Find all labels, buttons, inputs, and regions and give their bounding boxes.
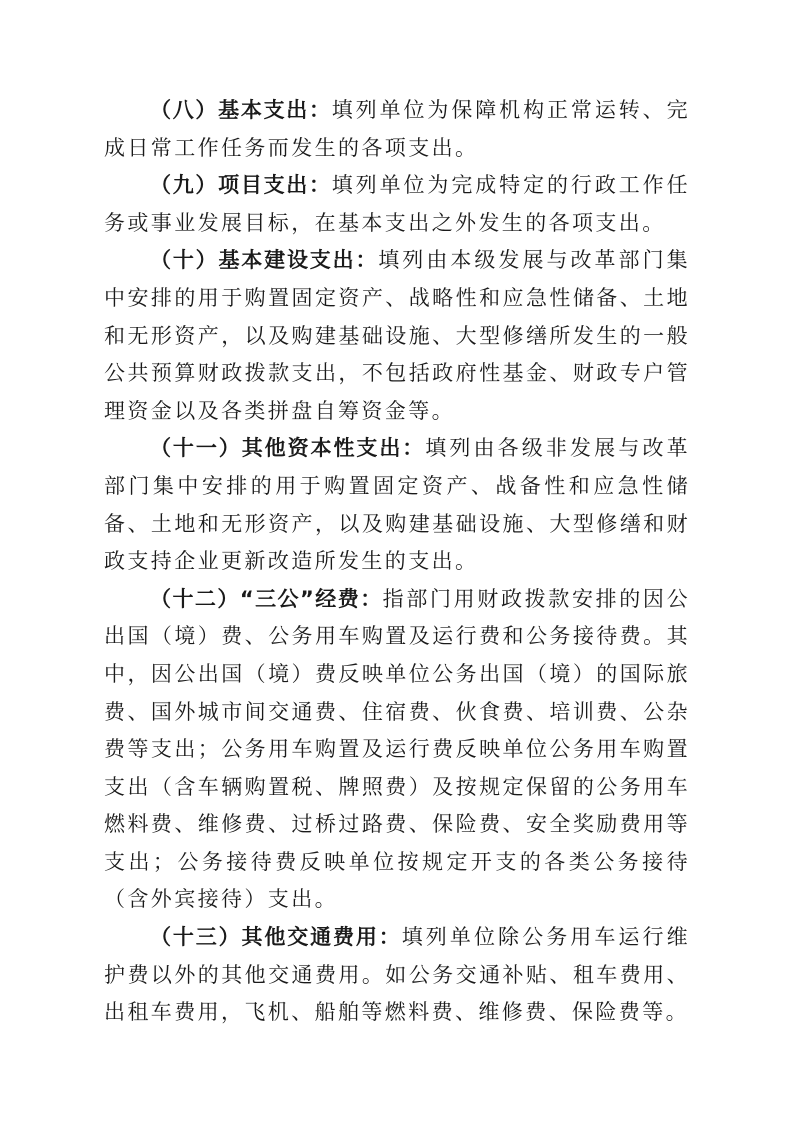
paragraph-heading: （八）基本支出： [150,98,332,122]
paragraph-capital-construction [104,242,690,430]
paragraph-three-public-expenses [104,581,690,919]
document-body [104,92,690,1032]
paragraph-other-capital [104,430,690,580]
paragraph-heading: （十三）其他交通费用： [150,925,402,950]
paragraph-text: 指部门用财政拨款安排的因公出国（境）费、公务用车购置及运行费和公务接待费。其中，因公出国（境）费反映单位公务出国（境）的国际旅费、国外城市间交通费、住宿费、伙食费、培训费、公杂费等支出；公务用车购置及运行费反映单位公务用车购置支出（含车辆购置税、牌照费）及按规定保留的公务用车燃料费、维修费、过桥过路费、保险费、安全奖励费用等支出；公务接待费反映单位按规定开支的各类公务接待（含外宾接待）支出。 [104,586,690,912]
paragraph-other-transport [104,919,690,1032]
paragraph-project-expenditure [104,167,690,242]
paragraph-text: 填列单位除公务用车运行维护费以外的其他交通费用。如公务交通补贴、租车费用、出租车费用，飞机、船舶等燃料费、维修费、保险费等。 [104,925,690,1025]
paragraph-heading: （十一）其他资本性支出： [150,436,426,461]
paragraph-basic-expenditure [104,92,690,167]
paragraph-text: 填列由各级非发展与改革部门集中安排的用于购置固定资产、战备性和应急性储备、土地和无形资产，以及购建基础设施、大型修缮和财政支持企业更新改造所发生的支出。 [104,436,690,574]
paragraph-heading: （九）项目支出： [150,173,332,198]
paragraph-heading: （十二）“三公”经费： [150,586,383,611]
paragraph-text: 填列由本级发展与改革部门集中安排的用于购置固定资产、战略性和应急性储备、土地和无形资产，以及购建基础设施、大型修缮所发生的一般公共预算财政拨款支出，不包括政府性基金、财政专户管理资金以及各类拼盘自筹资金等。 [104,248,691,423]
paragraph-text: 填列单位为完成特定的行政工作任务或事业发展目标，在基本支出之外发生的各项支出。 [104,173,690,235]
paragraph-text: 填列单位为保障机构正常运转、完成日常工作任务而发生的各项支出。 [104,98,690,160]
paragraph-heading: （十）基本建设支出： [150,248,379,273]
